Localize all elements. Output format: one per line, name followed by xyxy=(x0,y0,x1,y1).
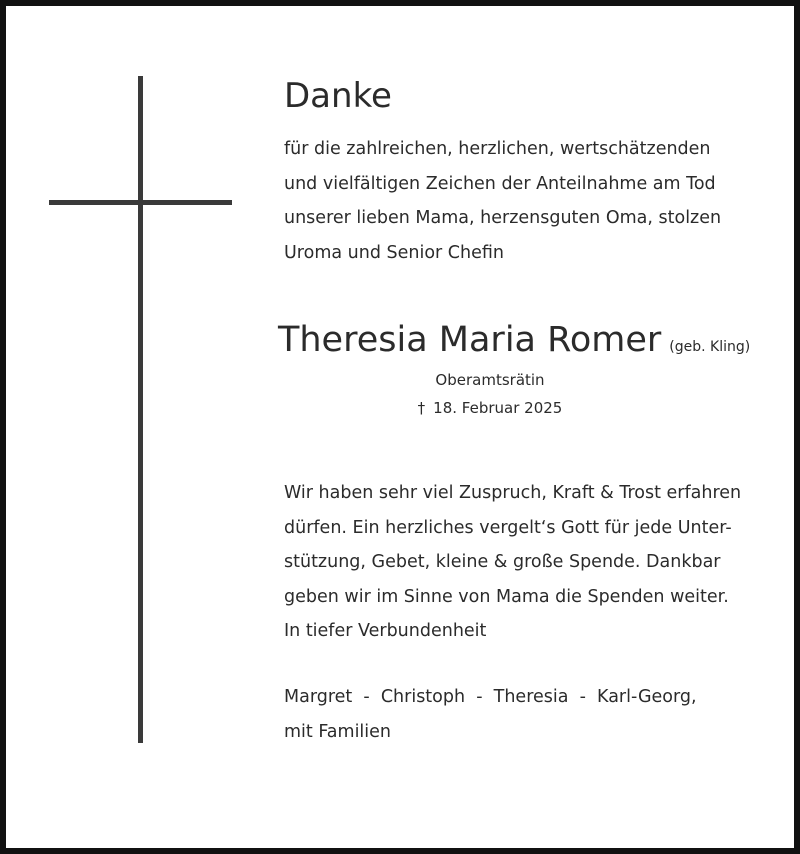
body-line: geben wir im Sinne von Mama die Spenden weiter. xyxy=(284,586,729,607)
maiden-name: (geb. Kling) xyxy=(669,339,751,355)
body-line: stützung, Gebet, kleine & große Spende. Dankbar xyxy=(284,552,721,572)
body-text xyxy=(284,476,741,649)
deceased-name-line xyxy=(278,318,750,362)
body-line: In tiefer Verbundenheit xyxy=(284,621,487,641)
signature xyxy=(284,680,697,749)
heading: Danke xyxy=(284,76,392,116)
death-date: 18. Februar 2025 xyxy=(433,399,563,417)
intro-line: Uroma und Senior Chefin xyxy=(284,242,504,263)
signature-line: mit Familien xyxy=(284,721,392,742)
cross-icon-vertical-bar xyxy=(138,76,143,743)
intro-line: und vielfältigen Zeichen der Anteilnahme am Tod xyxy=(284,173,716,194)
deceased-name: Theresia Maria Romer xyxy=(278,320,662,360)
signature-line: Margret - Christoph - Theresia - Karl-Georg, xyxy=(284,687,697,707)
dagger-icon: † xyxy=(417,399,426,417)
body-line: dürfen. Ein herzliches vergelt‘s Gott für jede Unter- xyxy=(284,517,732,538)
death-date-line xyxy=(390,398,590,418)
deceased-title: Oberamtsrätin xyxy=(435,371,545,389)
body-line: Wir haben sehr viel Zuspruch, Kraft & Trost erfahren xyxy=(284,483,742,503)
intro-text xyxy=(284,132,721,270)
cross-icon-horizontal-bar xyxy=(49,200,232,205)
intro-line: unserer lieben Mama, herzensguten Oma, stolzen xyxy=(284,208,722,228)
intro-line: für die zahlreichen, herzlichen, wertschätzenden xyxy=(284,139,711,159)
